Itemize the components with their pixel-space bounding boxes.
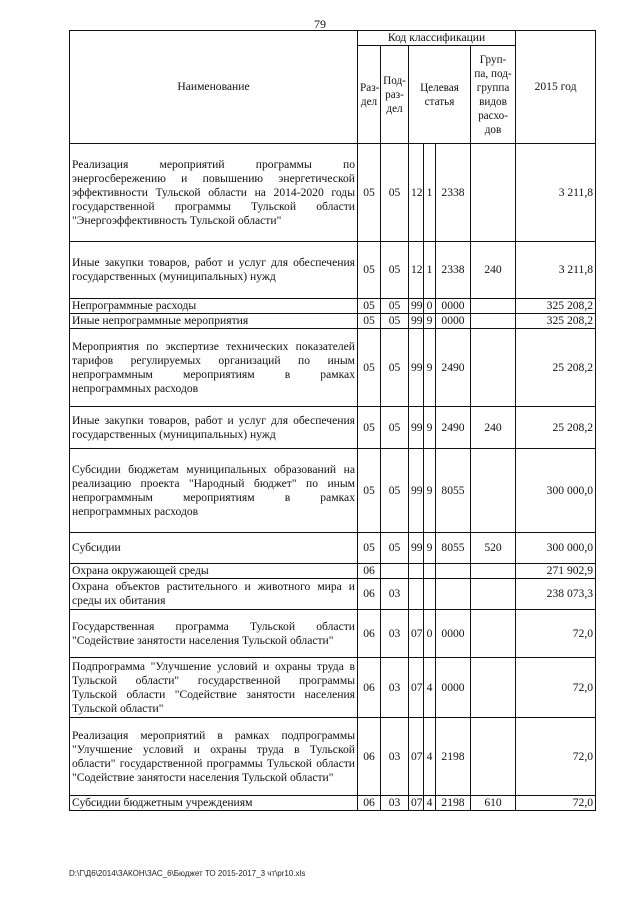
file-path-footer: D:\Г\Д6\2014\ЗАКОН\ЗАС_6\Бюджет ТО 2015-2017_3 чт\pr10.xls <box>69 869 306 878</box>
row-target-program: 99 <box>409 329 424 407</box>
row-expense-group <box>471 449 516 533</box>
row-target-program: 99 <box>409 533 424 564</box>
row-name: Охрана окружающей среды <box>70 564 358 579</box>
row-expense-group <box>471 610 516 658</box>
row-subsection: 03 <box>381 796 409 811</box>
row-expense-group <box>471 314 516 329</box>
row-target-direction: 0000 <box>436 314 471 329</box>
row-section: 06 <box>358 718 381 796</box>
table-row <box>70 718 596 796</box>
row-expense-group: 240 <box>471 407 516 449</box>
row-target-program: 07 <box>409 796 424 811</box>
row-subsection: 05 <box>381 407 409 449</box>
row-amount: 72,0 <box>516 718 596 796</box>
row-amount: 271 902,9 <box>516 564 596 579</box>
row-target-program: 12 <box>409 144 424 242</box>
row-name: Реализация мероприятий программы по энергосбережению и повышению энергетической эффективности Тульской области на 2014-2020 годы государственной программы Тульской области "Энергоэффективность Тульской области" <box>70 144 358 242</box>
row-target-direction: 2490 <box>436 407 471 449</box>
row-name: Иные закупки товаров, работ и услуг для обеспечения государственных (муниципальных) нужд <box>70 407 358 449</box>
row-target-program: 99 <box>409 449 424 533</box>
row-amount: 300 000,0 <box>516 533 596 564</box>
row-target-subprogram: 9 <box>424 449 436 533</box>
row-name: Субсидии бюджетным учреждениям <box>70 796 358 811</box>
row-name: Подпрограмма "Улучшение условий и охраны труда в Тульской области" государственной программы Тульской области "Содействие занятости населения Тульской области" <box>70 658 358 718</box>
row-subsection: 03 <box>381 579 409 610</box>
row-section: 05 <box>358 314 381 329</box>
row-amount: 72,0 <box>516 658 596 718</box>
row-amount: 3 211,8 <box>516 242 596 299</box>
row-subsection: 05 <box>381 242 409 299</box>
header-section: Раз-дел <box>358 46 381 144</box>
row-name: Государственная программа Тульской области "Содействие занятости населения Тульской области" <box>70 610 358 658</box>
row-amount: 25 208,2 <box>516 407 596 449</box>
row-target-direction: 2198 <box>436 718 471 796</box>
row-expense-group <box>471 299 516 314</box>
row-name: Охрана объектов растительного и животного мира и среды их обитания <box>70 579 358 610</box>
row-name: Субсидии <box>70 533 358 564</box>
row-expense-group: 520 <box>471 533 516 564</box>
row-section: 06 <box>358 610 381 658</box>
row-subsection: 05 <box>381 329 409 407</box>
table-row <box>70 329 596 407</box>
table-row <box>70 796 596 811</box>
row-expense-group <box>471 658 516 718</box>
row-target-direction: 2338 <box>436 242 471 299</box>
row-target-direction: 8055 <box>436 449 471 533</box>
row-name: Иные непрограммные мероприятия <box>70 314 358 329</box>
page-number: 79 <box>314 17 326 31</box>
row-amount: 300 000,0 <box>516 449 596 533</box>
row-amount: 3 211,8 <box>516 144 596 242</box>
row-target-subprogram: 4 <box>424 658 436 718</box>
row-section: 05 <box>358 407 381 449</box>
header-code: Код классификации <box>358 31 516 46</box>
row-name: Непрограммные расходы <box>70 299 358 314</box>
row-section: 06 <box>358 564 381 579</box>
table-row <box>70 242 596 299</box>
row-section: 05 <box>358 449 381 533</box>
row-section: 05 <box>358 533 381 564</box>
row-expense-group <box>471 564 516 579</box>
row-target-direction: 2338 <box>436 144 471 242</box>
row-target-subprogram <box>424 564 436 579</box>
row-target-direction: 0000 <box>436 610 471 658</box>
table-row <box>70 533 596 564</box>
row-subsection <box>381 564 409 579</box>
table-row <box>70 314 596 329</box>
row-section: 05 <box>358 329 381 407</box>
table-row <box>70 564 596 579</box>
row-expense-group: 240 <box>471 242 516 299</box>
row-expense-group <box>471 579 516 610</box>
row-target-direction: 8055 <box>436 533 471 564</box>
table-row <box>70 299 596 314</box>
row-name: Субсидии бюджетам муниципальных образований на реализацию проекта "Народный бюджет" по иным непрограммным мероприятиям в рамках непрограммных расходов <box>70 449 358 533</box>
row-target-subprogram: 1 <box>424 242 436 299</box>
row-expense-group: 610 <box>471 796 516 811</box>
header-subsection: Под-раз-дел <box>381 46 409 144</box>
row-amount: 72,0 <box>516 796 596 811</box>
row-amount: 325 208,2 <box>516 299 596 314</box>
row-name: Мероприятия по экспертизе технических показателей тарифов регулируемых организаций по иным непрограммным мероприятиям в рамках непрограммных расходов <box>70 329 358 407</box>
row-subsection: 03 <box>381 718 409 796</box>
header-group: Груп-па, под-группа видов расхо-дов <box>471 46 516 144</box>
row-amount: 72,0 <box>516 610 596 658</box>
row-target-program: 12 <box>409 242 424 299</box>
row-amount: 325 208,2 <box>516 314 596 329</box>
row-subsection: 05 <box>381 144 409 242</box>
row-section: 05 <box>358 299 381 314</box>
row-target-program: 07 <box>409 718 424 796</box>
header-year: 2015 год <box>516 31 596 144</box>
row-section: 06 <box>358 658 381 718</box>
row-target-program: 99 <box>409 407 424 449</box>
row-target-program: 99 <box>409 314 424 329</box>
header-target: Целевая статья <box>409 46 471 144</box>
row-target-direction: 0000 <box>436 299 471 314</box>
table-row <box>70 658 596 718</box>
row-target-subprogram: 4 <box>424 718 436 796</box>
row-target-program: 07 <box>409 658 424 718</box>
table-row <box>70 407 596 449</box>
row-subsection: 03 <box>381 658 409 718</box>
row-subsection: 05 <box>381 299 409 314</box>
row-target-subprogram: 0 <box>424 610 436 658</box>
row-section: 05 <box>358 242 381 299</box>
table-row <box>70 579 596 610</box>
row-target-direction: 2490 <box>436 329 471 407</box>
row-target-program <box>409 579 424 610</box>
table-row <box>70 610 596 658</box>
header-name: Наименование <box>70 31 358 144</box>
row-target-program: 99 <box>409 299 424 314</box>
row-subsection: 03 <box>381 610 409 658</box>
row-target-subprogram: 9 <box>424 533 436 564</box>
row-name: Иные закупки товаров, работ и услуг для обеспечения государственных (муниципальных) нужд <box>70 242 358 299</box>
row-target-program: 07 <box>409 610 424 658</box>
row-expense-group <box>471 718 516 796</box>
row-target-subprogram: 9 <box>424 329 436 407</box>
row-amount: 25 208,2 <box>516 329 596 407</box>
row-target-subprogram: 4 <box>424 796 436 811</box>
table-row <box>70 449 596 533</box>
row-section: 06 <box>358 796 381 811</box>
row-expense-group <box>471 144 516 242</box>
row-target-program <box>409 564 424 579</box>
row-subsection: 05 <box>381 449 409 533</box>
row-section: 05 <box>358 144 381 242</box>
row-expense-group <box>471 329 516 407</box>
row-subsection: 05 <box>381 533 409 564</box>
row-target-subprogram: 9 <box>424 407 436 449</box>
row-target-subprogram <box>424 579 436 610</box>
table-row <box>70 144 596 242</box>
row-target-direction: 0000 <box>436 658 471 718</box>
row-amount: 238 073,3 <box>516 579 596 610</box>
row-name: Реализация мероприятий в рамках подпрограммы "Улучшение условий и охраны труда в Тульской области" государственной программы Тульской области "Содействие занятости населения Тульской области" <box>70 718 358 796</box>
row-section: 06 <box>358 579 381 610</box>
row-target-direction: 2198 <box>436 796 471 811</box>
row-target-subprogram: 1 <box>424 144 436 242</box>
row-subsection: 05 <box>381 314 409 329</box>
row-target-subprogram: 0 <box>424 299 436 314</box>
row-target-direction <box>436 564 471 579</box>
row-target-direction <box>436 579 471 610</box>
table-body <box>70 144 596 811</box>
budget-table <box>69 30 596 811</box>
row-target-subprogram: 9 <box>424 314 436 329</box>
